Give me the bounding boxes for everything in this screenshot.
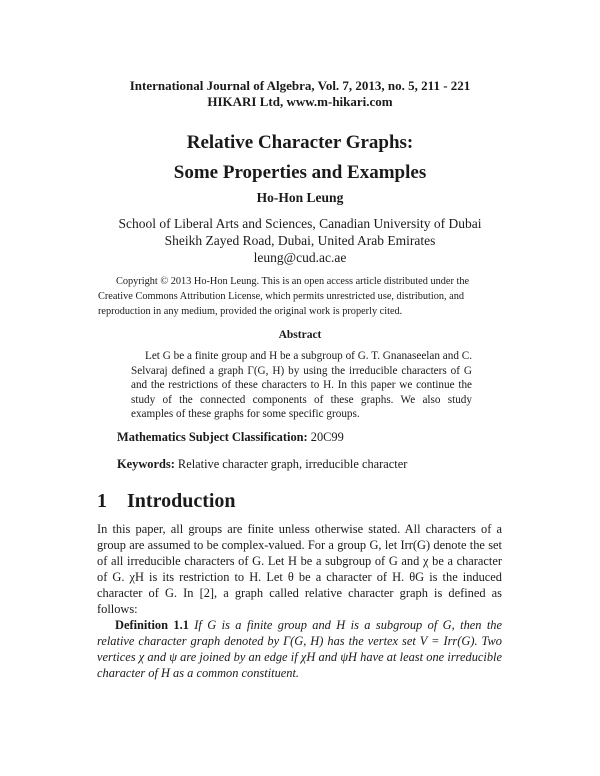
definition-text: If G is a finite group and H is a subgroup of G, then the relative character graph denoted by Γ(G, H) has the vertex set V = Irr(G). Two vertices χ and ψ are joined by an edge if χH and ψH have at least one irreducible character of H as a common constituent. [97, 618, 502, 680]
paper-title [0, 128, 600, 188]
copyright-line-3: reproduction in any medium, provided the original work is properly cited. [98, 306, 403, 317]
msc-label: Mathematics Subject Classification: [117, 430, 308, 444]
title-line-2: Some Properties and Examples [173, 162, 427, 183]
affiliation [0, 215, 600, 266]
copyright-notice [98, 274, 498, 319]
journal-header [0, 78, 600, 110]
abstract-text: Let G be a finite group and H be a subgroup of G. T. Gnanaseelan and C. Selvaraj defined a graph Γ(G, H) by using the irreducible characters of G and the restrictions of these characters to H. In this paper we continue the study of the connected components of these graphs. We also study examples of these graphs for some specific groups. [131, 350, 472, 421]
keywords-label: Keywords: [117, 457, 175, 471]
keywords [117, 457, 497, 472]
author-name: Ho-Hon Leung [256, 190, 344, 205]
definition-label: Definition 1.1 [115, 618, 189, 632]
section-title: Introduction [127, 490, 236, 512]
section-heading [97, 490, 236, 513]
affiliation-line-2: Sheikh Zayed Road, Dubai, United Arab Emirates [164, 233, 436, 248]
intro-paragraph: In this paper, all groups are finite unless otherwise stated. All characters of a group are assumed to be complex-valued. For a group G, let Irr(G) denote the set of all irreducible characters of G. Let H be a subgroup of G and χ be a character of G. χH is its restriction to H. Let θ be a character of H. θG is the induced character of G. In [2], a graph called relative character graph is defined as follows: [97, 522, 502, 616]
affiliation-line-1: School of Liberal Arts and Sciences, Canadian University of Dubai [118, 216, 482, 231]
abstract-heading: Abstract [278, 329, 322, 341]
msc-value: 20C99 [307, 430, 344, 444]
publisher-line: HIKARI Ltd, www.m-hikari.com [207, 94, 393, 109]
title-line-1: Relative Character Graphs: [186, 132, 414, 153]
msc-classification [117, 430, 497, 445]
definition-block [97, 617, 502, 681]
author-email: leung@cud.ac.ae [253, 250, 347, 265]
copyright-line-1: Copyright © 2013 Ho-Hon Leung. This is an open access article distributed under the [116, 276, 470, 287]
copyright-line-2: Creative Commons Attribution License, which permits unrestricted use, distribution, and [98, 291, 465, 302]
keywords-value: Relative character graph, irreducible character [174, 457, 408, 471]
journal-line: International Journal of Algebra, Vol. 7, 2013, no. 5, 211 - 221 [129, 78, 471, 93]
section-number: 1 [97, 490, 107, 512]
